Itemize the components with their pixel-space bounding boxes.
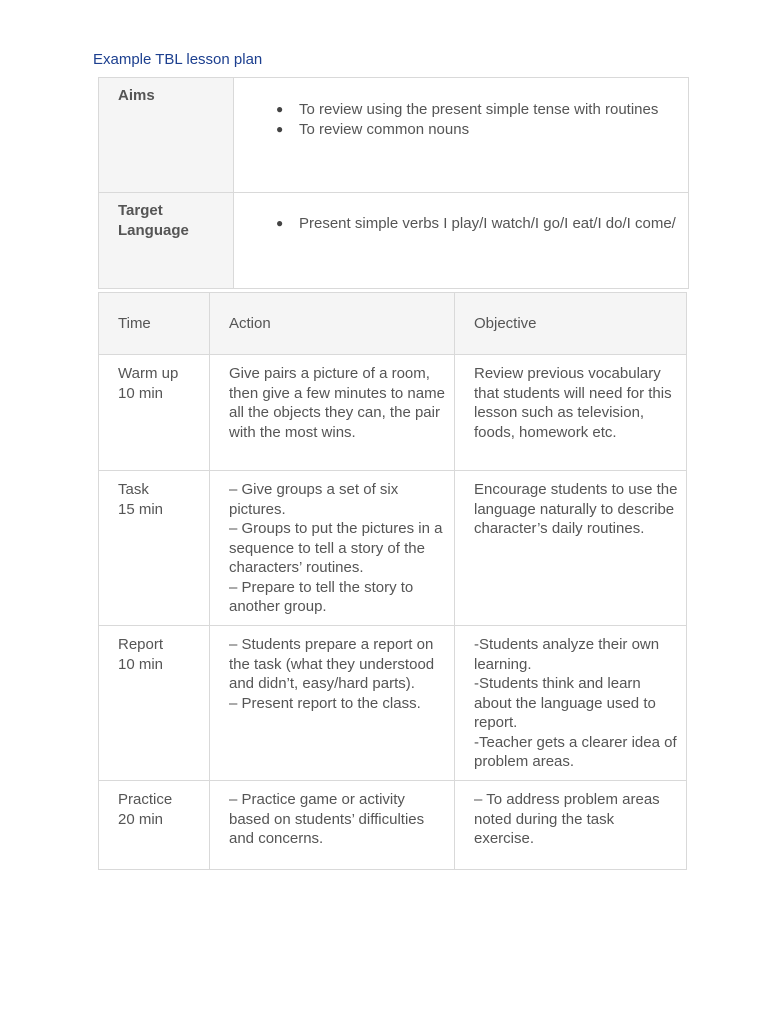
aims-label: Aims bbox=[99, 78, 234, 193]
table-header-row bbox=[99, 293, 687, 355]
time-cell: Practice 20 min bbox=[99, 781, 210, 870]
list-item: ● To review common nouns bbox=[276, 120, 470, 138]
table-row bbox=[99, 626, 687, 781]
bullet-icon: ● bbox=[276, 121, 284, 136]
table-row bbox=[99, 355, 687, 471]
target-language-list bbox=[234, 193, 676, 234]
list-item: ● To review using the present simple tense with routines bbox=[276, 101, 659, 118]
action-cell: – Give groups a set of six pictures. – Groups to put the pictures in a sequence to tell a story of the characters’ routines. – Prepare to tell the story to another group. bbox=[210, 471, 455, 626]
target-language-label: Target Language bbox=[99, 193, 234, 289]
header-time: Time bbox=[99, 293, 210, 355]
bullet-icon: ● bbox=[276, 216, 284, 230]
time-cell: Task 15 min bbox=[99, 471, 210, 626]
target-language-content bbox=[234, 193, 689, 289]
time-cell: Report 10 min bbox=[99, 626, 210, 781]
table-row bbox=[99, 471, 687, 626]
action-cell: Give pairs a picture of a room, then give a few minutes to name all the objects they can, the pair with the most wins. bbox=[210, 355, 455, 471]
target-language-row bbox=[99, 193, 689, 289]
document-title: Example TBL lesson plan bbox=[93, 51, 263, 68]
objective-cell: Encourage students to use the language naturally to describe character’s daily routines. bbox=[455, 471, 687, 626]
header-objective: Objective bbox=[455, 293, 687, 355]
lesson-plan-table bbox=[98, 292, 687, 870]
action-cell: – Practice game or activity based on students’ difficulties and concerns. bbox=[210, 781, 455, 870]
aims-row bbox=[99, 78, 689, 193]
objective-cell: – To address problem areas noted during the task exercise. bbox=[455, 781, 687, 870]
action-cell: – Students prepare a report on the task (what they understood and didn’t, easy/hard parts). – Present report to the class. bbox=[210, 626, 455, 781]
bullet-icon: ● bbox=[276, 102, 284, 116]
aims-content bbox=[234, 78, 689, 193]
list-item: ● Present simple verbs I play/I watch/I go/I eat/I do/I come/ bbox=[276, 215, 676, 232]
time-cell: Warm up 10 min bbox=[99, 355, 210, 471]
objective-cell: Review previous vocabulary that students will need for this lesson such as television, foods, homework etc. bbox=[455, 355, 687, 471]
aims-table bbox=[98, 77, 689, 289]
header-action: Action bbox=[210, 293, 455, 355]
table-row bbox=[99, 781, 687, 870]
aims-list bbox=[234, 78, 676, 139]
objective-cell: -Students analyze their own learning. -Students think and learn about the language used to report. -Teacher gets a clearer idea of problem areas. bbox=[455, 626, 687, 781]
